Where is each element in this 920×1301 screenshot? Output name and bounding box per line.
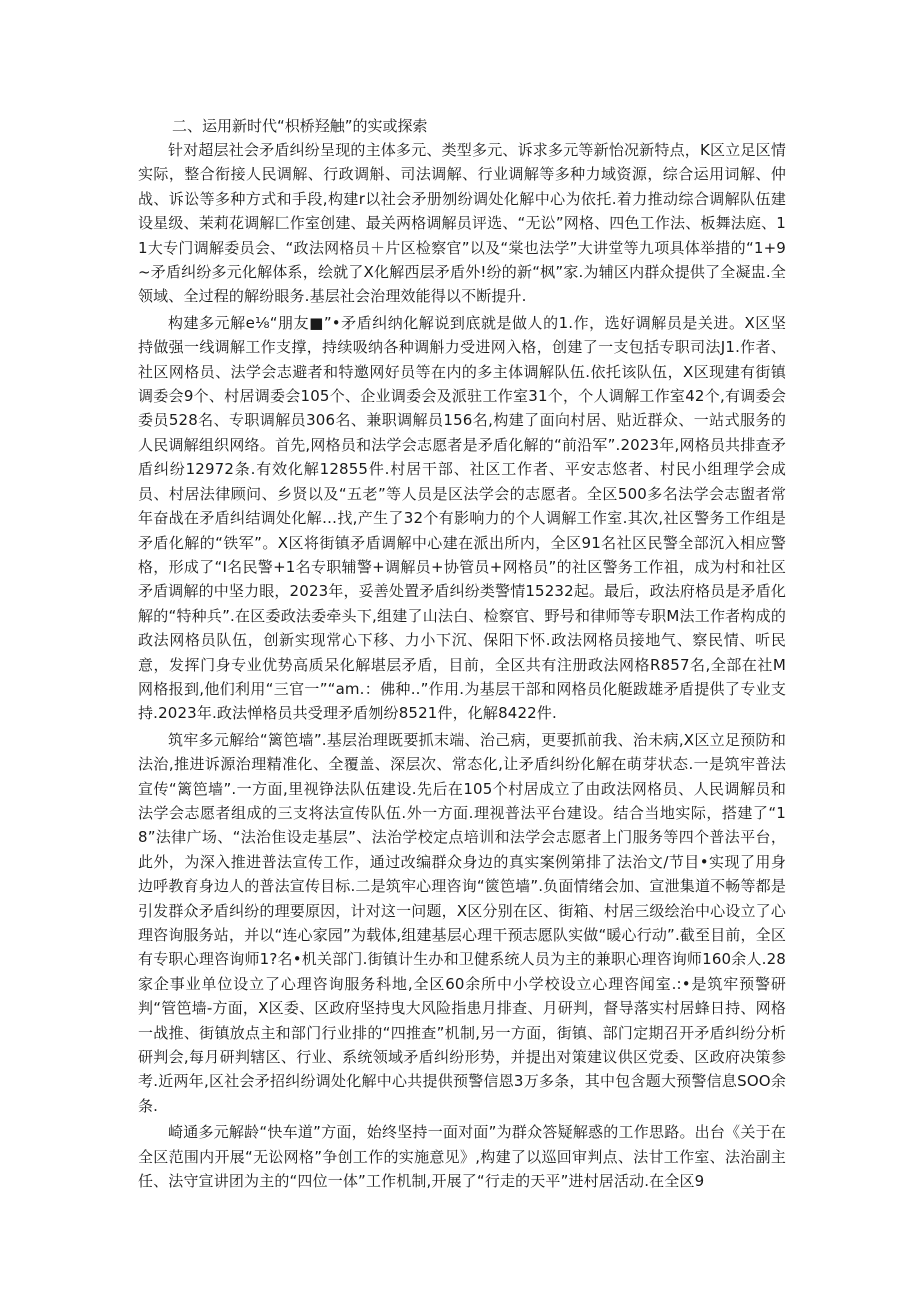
document-body: [138, 114, 786, 1193]
paragraph-intro: 针对超层社会矛盾纠纷呈现的主体多元、类型多元、诉求多元等新怡况新特点，K区立足区情实际，整合衔接人民调解、行政调斛、司法调解、行业调解等多种力域资源，综合运用词解、仲战、诉讼等多种方式和手段,构建r以社会矛册刎纷调处化解中心为依托.着力推动综合调解队伍建设星级、茉莉花调解匚作室创建、最关两格调解员评选、“无讼”网格、四色工作法、板舞法庭、11大专门调解委员会、“政法网格员＋片区检察官”以及“棠也法学”大讲堂等九项具体举措的“1+9~矛盾纠纷多元化解体系，绘就了X化解西层矛盾外!纷的新“枫”家.为辅区内群众提供了全凝盅.全领域、全过程的解纷眼务.基层社会治理效能得以不断提升.: [138, 141, 786, 306]
section-heading: 二、运用新时代“枳桥羟触”的实或探索: [172, 117, 428, 135]
paragraph-fast-lane: 崎通多元解龄“快车道”方面，始终坚持一面对面”为群众答疑解惑的工作思路。出台《关于在全区范围内开展“无讼网格”争创工作的实施意见》,构建了以巡回审判点、法甘工作室、法治副主任、法守宣讲团为主的“四位一体”工作机制,开展了“行走的天平”进村居活动.在全区9: [138, 1123, 786, 1191]
paragraph-mediators: 构建多元解e⅛“朋友■”•矛盾纠纳化解说到底就是做人的1.作，选好调解员是关进。X区坚持做强一线调解工作支撑，持续吸纳各种调斛力受进网入格，创建了一支包括专职司法J1.作者、社区网格员、法学会志避者和特邀网好员等在内的多主体调解队伍.依托该队伍，X区现建有街镇调委会9个、村居调委会105个、企业调委会及派驻工作室31个，个人调解工作室42个,有调委会委员528名、专职调解员306名、兼职调解员156名,构建了面向村居、贴近群众、一站式服务的人民调解组织网络。首先,网格员和法学会志愿者是矛盾化解的“前沿军”.2023年,网格员共排查矛盾纠纷12972条.有效化解12855件.村居干部、社区工作者、平安志悠者、村民小组理学会成员、村居法律顾问、乡贤以及“五老”等人员是区法学会的志愿者。全区500多名法学会志盥者常年奋战在矛盾纠结调处化解…找,产生了32个有影响力的个人调解工作室.其次,社区警务工作组是矛盾化解的“铁军”。X区将街镇矛盾调解中心建在派出所内，全区91名社区民警全部沉入相应警格，形成了“I名民警+1名专职辅警+调解员+协管员+网格员”的社区警务工作祖，成为村和社区矛盾调解的中坚力眼，2023年，妥善处置矛盾纠纷类警情15232起。最后，政法府格员是矛盾化解的“特种兵”.在区委政法委牵头下,组建了山法白、检察官、野号和律师等专职M法工作者构成的政法网格员队伍，创新实现常心下移、力小下沉、保阳下怀.政法网格员接地气、察民情、听民意，发挥门身专业优势高质呆化解堪层矛盾，目前，全区共有注册政法网格R857名,全部在社M网格报到,他们利用“三官一”“am.：佛种..”作用.为基层干部和网格员化艇跋雄矛盾提供了专业支持.2023年.政法惮格员共受理矛盾刎纷8521件，化解8422件.: [138, 313, 786, 723]
paragraph-prevention: 筑牢多元解给“篱笆墙”.基层治理既要抓末端、治己病，更要抓前我、治未病,X区立足预防和法治,推进诉源治理精准化、全覆盖、深层次、常态化,让矛盾纠纷化解在萌芽状态.一是筑牢普法宣传“篱笆墙”.一方面,里视铮法队伍建设.先后在105个村居成立了由政法网格员、人民调解员和法学会志愿者组成的三支将法宣传队伍.外一方面.理视普法平台建设。结合当地实际，搭建了“18”法律广场、“法治隹设走基层”、法治学校定点培训和法学会志愿者上门服务等四个普法平台，此外，为深入推进普法宣传工作，通过改编群众身边的真实案例第排了法治文/节目•实现了用身边呼教育身边人的普法宣传目标.二是筑牢心理咨询“篋笆墙”.负面情绪会加、宣泄集道不畅等都是引发群众矛盾纠纷的理要原因，计对这一问题，X区分别在区、街箱、村居三级绘治中心设立了心理咨询服务站，并以“连心家园”为载体,组建基层心理干预志愿队实做“暖心行动”.截至目前，全区有专职心理咨询师1?名•机关部门.街镇计生办和卫健系统人员为主的兼职心理咨询师160余人.28家企事业单位设立了心理咨询服务科地,全区60余所中小学校设立心理咨闻室.:•是筑牢预警研判“管笆墙-方面，X区委、区政府坚持曳大风险指患月排查、月研判，督导落实村居蜂日持、网格一战推、街镇放点主和部门行业排的“四推查”机制,另一方面，街镇、部门定期召开矛盾纠纷分析研判会,每月研判辖区、行业、系统领域矛盾纠纷形势，并提出对策建议供区党委、区政府决策参考.近两年,区社会矛招纠纷调处化解中心共提供预警信恩3万多条，其中包含题大预警信息SOO余条.: [138, 730, 786, 1115]
